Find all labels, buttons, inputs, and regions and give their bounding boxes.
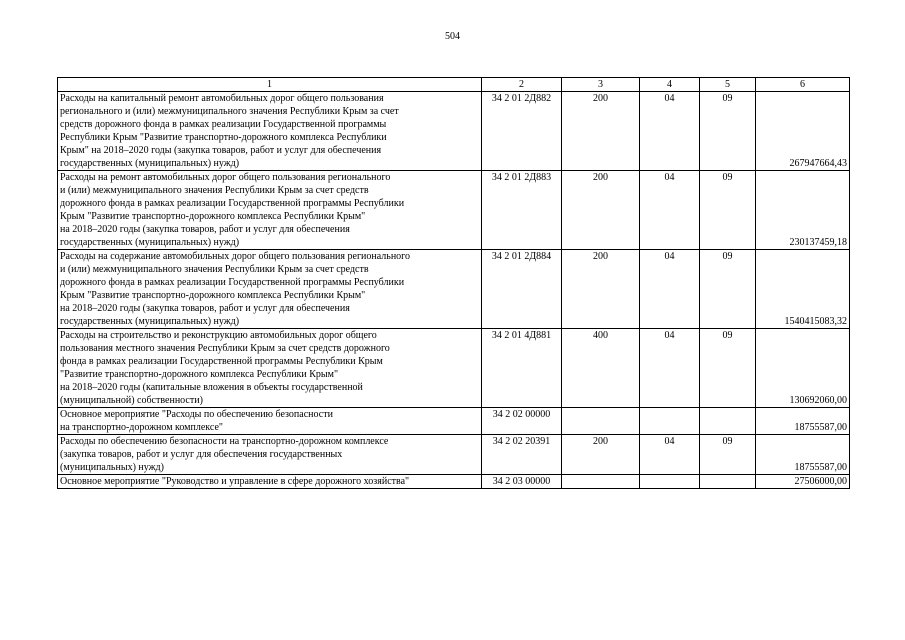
- header-cell: 2: [482, 78, 562, 92]
- description-line: (муниципальных) нужд): [60, 462, 164, 473]
- row-col5: 09: [700, 92, 756, 171]
- description-line: Республики Крым "Развитие транспортно-дорожного комплекса Республики: [60, 132, 387, 143]
- row-col3: 200: [562, 171, 640, 250]
- table-row: [58, 329, 850, 408]
- description-line: Расходы по обеспечению безопасности на транспортно-дорожном комплексе: [60, 436, 389, 447]
- row-col5: 09: [700, 329, 756, 408]
- row-amount: 18755587,00: [756, 435, 850, 475]
- row-col5: 09: [700, 435, 756, 475]
- row-col3: 200: [562, 92, 640, 171]
- row-col4: 04: [640, 250, 700, 329]
- row-code: 34 2 02 00000: [482, 408, 562, 435]
- row-amount: 130692060,00: [756, 329, 850, 408]
- header-cell: 4: [640, 78, 700, 92]
- description-line: дорожного фонда в рамках реализации Государственной программы Республики: [60, 198, 405, 209]
- description-line: Расходы на капитальный ремонт автомобильных дорог общего пользования: [60, 93, 384, 104]
- description-line: Крым "Развитие транспортно-дорожного комплекса Республики Крым": [60, 211, 366, 222]
- description-line: средств дорожного фонда в рамках реализации Государственной программы: [60, 119, 387, 130]
- row-col3: 400: [562, 329, 640, 408]
- budget-table: [57, 77, 850, 489]
- description-line: Расходы на строительство и реконструкцию автомобильных дорог общего: [60, 330, 377, 341]
- row-code: 34 2 01 2Д884: [482, 250, 562, 329]
- row-col3: 200: [562, 250, 640, 329]
- description-line: (муниципальной) собственности): [60, 395, 203, 406]
- table-row: [58, 435, 850, 475]
- description-line: Расходы на ремонт автомобильных дорог общего пользования регионального: [60, 172, 391, 183]
- description-line: Основное мероприятие "Руководство и управление в сфере дорожного хозяйства": [60, 476, 410, 487]
- page-number: 504: [445, 31, 460, 42]
- table-row: [58, 92, 850, 171]
- row-col4: 04: [640, 171, 700, 250]
- row-description: [58, 250, 482, 329]
- row-col4: [640, 408, 700, 435]
- row-col5: 09: [700, 171, 756, 250]
- row-col4: 04: [640, 329, 700, 408]
- row-code: 34 2 01 4Д881: [482, 329, 562, 408]
- description-line: и (или) межмуниципального значения Республики Крым за счет средств: [60, 185, 369, 196]
- row-code: 34 2 01 2Д882: [482, 92, 562, 171]
- description-line: государственных (муниципальных) нужд): [60, 316, 240, 327]
- row-col3: 200: [562, 435, 640, 475]
- description-line: Основное мероприятие "Расходы по обеспечению безопасности: [60, 409, 333, 420]
- row-col3: [562, 408, 640, 435]
- description-line: на транспортно-дорожном комплексе": [60, 422, 223, 433]
- row-amount: 27506000,00: [756, 475, 850, 489]
- header-cell: 1: [58, 78, 482, 92]
- row-description: [58, 435, 482, 475]
- row-col3: [562, 475, 640, 489]
- description-line: пользования местного значения Республики Крым за счет средств дорожного: [60, 343, 390, 354]
- row-description: [58, 329, 482, 408]
- description-line: и (или) межмуниципального значения Республики Крым за счет средств: [60, 264, 369, 275]
- row-col4: 04: [640, 92, 700, 171]
- description-line: на 2018–2020 годы (закупка товаров, работ и услуг для обеспечения: [60, 303, 350, 314]
- table-row: [58, 250, 850, 329]
- row-col5: [700, 408, 756, 435]
- header-cell: 3: [562, 78, 640, 92]
- description-line: фонда в рамках реализации Государственной программы Республики Крым: [60, 356, 383, 367]
- table-header-row: [58, 78, 850, 92]
- row-col4: 04: [640, 435, 700, 475]
- table-row: [58, 408, 850, 435]
- description-line: Крым" на 2018–2020 годы (закупка товаров, работ и услуг для обеспечения: [60, 145, 382, 156]
- row-amount: 267947664,43: [756, 92, 850, 171]
- description-line: Расходы на содержание автомобильных дорог общего пользования регионального: [60, 251, 411, 262]
- row-code: 34 2 02 20391: [482, 435, 562, 475]
- description-line: регионального и (или) межмуниципального значения Республики Крым за счет: [60, 106, 399, 117]
- description-line: Крым "Развитие транспортно-дорожного комплекса Республики Крым": [60, 290, 366, 301]
- row-description: [58, 92, 482, 171]
- description-line: на 2018–2020 годы (капитальные вложения в объекты государственной: [60, 382, 363, 393]
- header-cell: 5: [700, 78, 756, 92]
- row-amount: 1540415083,32: [756, 250, 850, 329]
- row-col5: [700, 475, 756, 489]
- description-line: (закупка товаров, работ и услуг для обеспечения государственных: [60, 449, 343, 460]
- description-line: дорожного фонда в рамках реализации Государственной программы Республики: [60, 277, 405, 288]
- row-description: [58, 475, 482, 489]
- row-col5: 09: [700, 250, 756, 329]
- description-line: "Развитие транспортно-дорожного комплекса Республики Крым": [60, 369, 339, 380]
- table-row: [58, 171, 850, 250]
- row-description: [58, 171, 482, 250]
- description-line: государственных (муниципальных) нужд): [60, 158, 240, 169]
- row-code: 34 2 01 2Д883: [482, 171, 562, 250]
- description-line: государственных (муниципальных) нужд): [60, 237, 240, 248]
- description-line: на 2018–2020 годы (закупка товаров, работ и услуг для обеспечения: [60, 224, 350, 235]
- table-row: [58, 475, 850, 489]
- row-code: 34 2 03 00000: [482, 475, 562, 489]
- row-amount: 18755587,00: [756, 408, 850, 435]
- row-col4: [640, 475, 700, 489]
- row-description: [58, 408, 482, 435]
- row-amount: 230137459,18: [756, 171, 850, 250]
- header-cell: 6: [756, 78, 850, 92]
